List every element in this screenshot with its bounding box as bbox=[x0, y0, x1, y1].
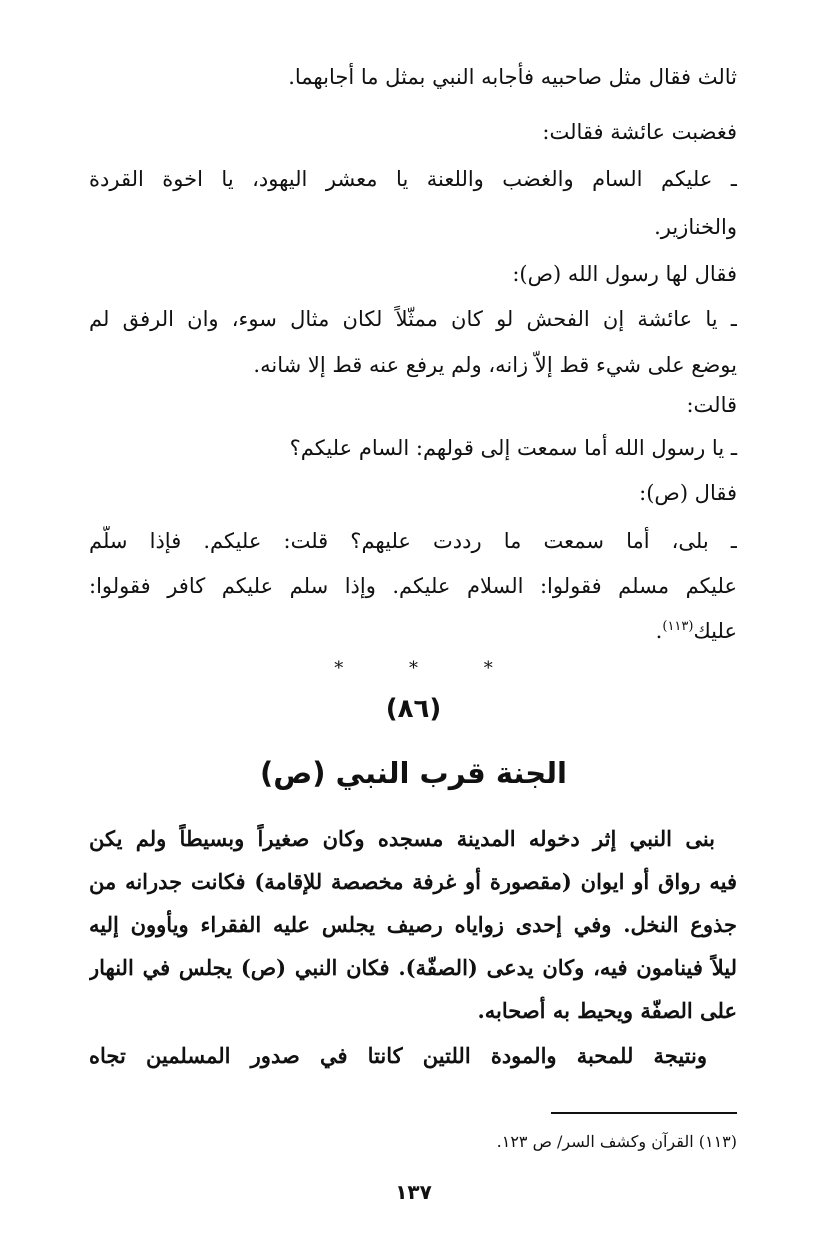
body-line: قالت: bbox=[686, 393, 737, 417]
section-line-text: بنى النبي إثر دخوله المدينة مسجده وكان صغيراً وبسيطاً ولم يكن bbox=[89, 826, 715, 851]
body-line: فغضبت عائشة فقالت: bbox=[542, 120, 737, 144]
body-line-with-footnote bbox=[89, 612, 737, 646]
body-line: والخنازير. bbox=[654, 215, 737, 239]
section-line bbox=[89, 824, 737, 854]
footnote-divider bbox=[551, 1112, 737, 1114]
section-line: فيه رواق أو ايوان (مقصورة أو غرفة مخصصة للإقامة) فكانت جدرانه من bbox=[89, 869, 737, 894]
body-line: ـ بلى، أما سمعت ما رددت عليهم؟ قلت: عليكم. فإذا سلّم bbox=[89, 529, 737, 553]
page-number: ١٣٧ bbox=[395, 1180, 432, 1204]
sentence-end: . bbox=[655, 619, 663, 643]
section-line-text: ونتيجة للمحبة والمودة اللتين كانتا في صدور المسلمين تجاه bbox=[89, 1043, 707, 1068]
body-line-text: عليك bbox=[693, 619, 737, 643]
footnote-reference[interactable]: (١١٣) bbox=[662, 619, 694, 634]
section-line: على الصفّة ويحيط به أصحابه. bbox=[477, 998, 737, 1023]
body-line: ـ يا رسول الله أما سمعت إلى قولهم: السام عليكم؟ bbox=[289, 436, 737, 460]
section-separator: * * * bbox=[334, 658, 523, 679]
footnote: (١١٣) القرآن وكشف السر/ ص ١٢٣. bbox=[496, 1132, 737, 1151]
section-line bbox=[89, 1041, 737, 1071]
body-line: ثالث فقال مثل صاحبيه فأجابه النبي بمثل ما أجابهما. bbox=[288, 65, 737, 89]
body-line: فقال لها رسول الله (ص): bbox=[512, 262, 737, 286]
body-line: فقال (ص): bbox=[639, 481, 737, 505]
section-line: جذوع النخل. وفي إحدى زواياه رصيف يجلس عليه الفقراء ويأوون إليه bbox=[89, 912, 737, 937]
section-title: الجنة قرب النبي (ص) bbox=[260, 756, 567, 790]
section-number: (٨٦) bbox=[385, 694, 442, 724]
section-line: ليلاً فينامون فيه، وكان يدعى (الصفّة). فكان النبي (ص) يجلس في النهار bbox=[89, 955, 737, 980]
body-line: عليكم مسلم فقولوا: السلام عليكم. وإذا سلم عليكم كافر فقولوا: bbox=[89, 574, 737, 598]
body-line: يوضع على شيء قط إلاّ زانه، ولم يرفع عنه قط إلا شانه. bbox=[253, 353, 737, 377]
body-line: ـ عليكم السام والغضب واللعنة يا معشر اليهود، يا اخوة القردة bbox=[89, 167, 737, 191]
body-line: ـ يا عائشة إن الفحش لو كان ممثّلاً لكان مثال سوء، وان الرفق لم bbox=[89, 307, 737, 331]
